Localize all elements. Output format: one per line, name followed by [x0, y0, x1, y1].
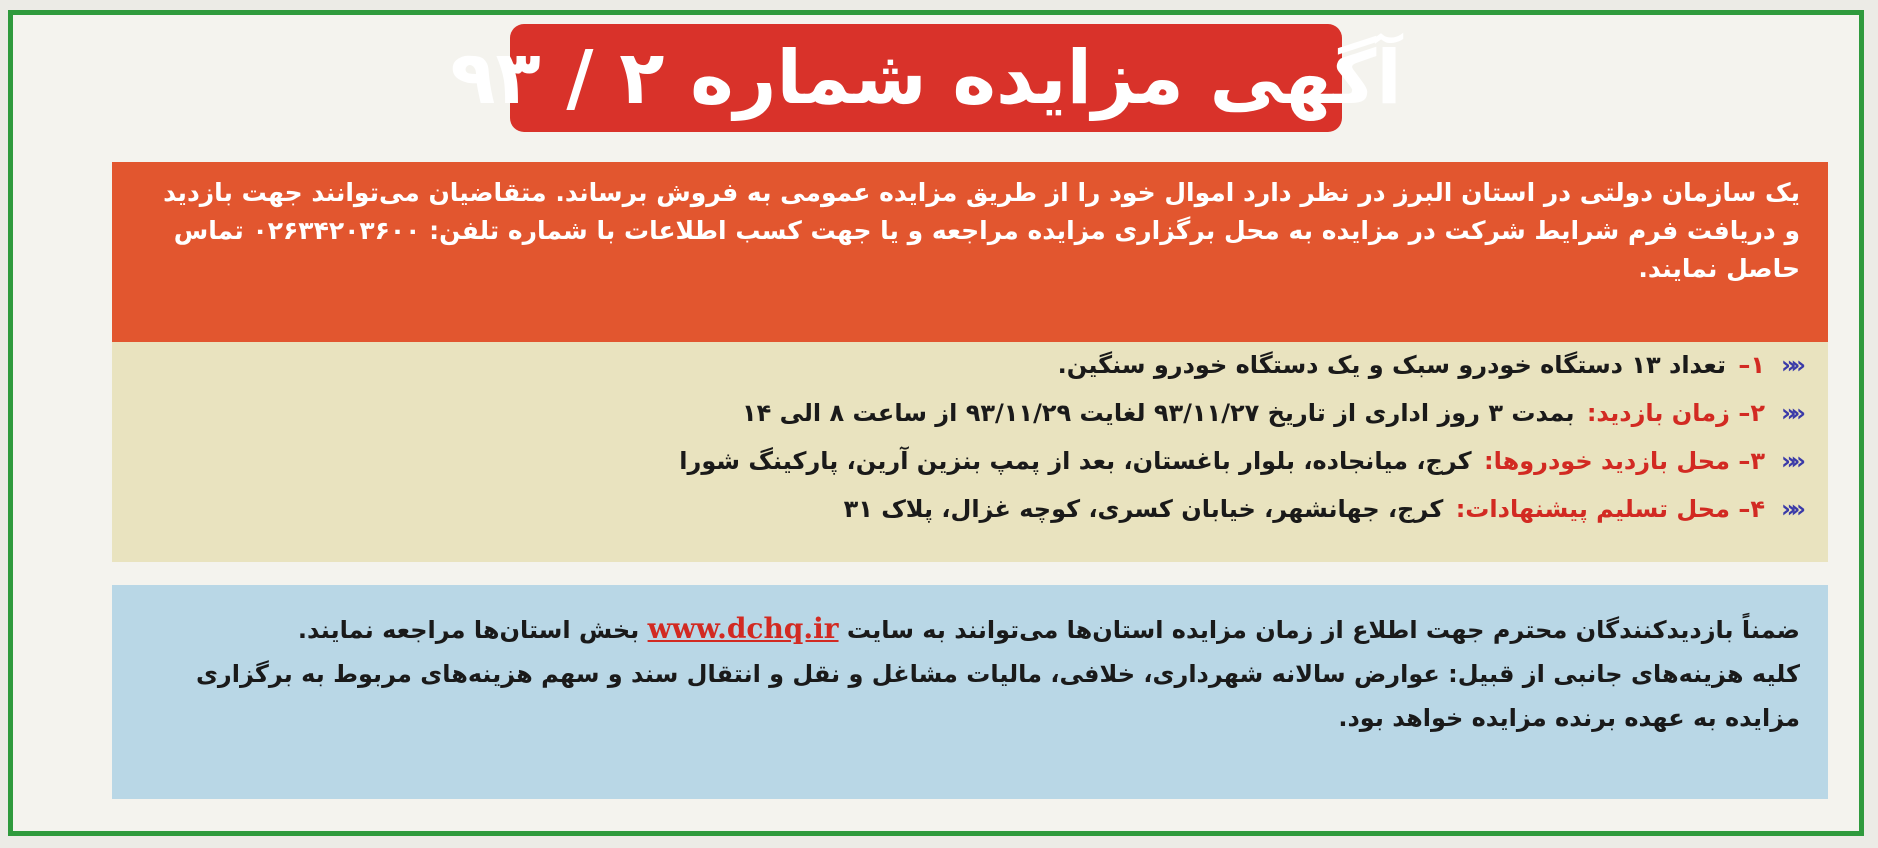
- title-banner: [450, 24, 1402, 132]
- double-chevron-left-icon: ««: [1780, 447, 1800, 475]
- notes-line-1-start: ضمناً بازدیدکنندگان محترم جهت اطلاع از زمان مزایده استان‌ها می‌توانند به سایت: [846, 616, 1800, 644]
- notes-line-1: [140, 607, 1800, 652]
- list-item: [140, 348, 1800, 382]
- intro-text: یک سازمان دولتی در استان البرز در نظر دارد اموال خود را از طریق مزایده عمومی به فروش برساند. متقاضیان می‌توانند جهت بازدید و دریافت فرم شرایط شرکت در مزایده به محل برگزاری مزایده مراجعه و یا جهت کسب اطلاعات با شماره تلفن: ۰۲۶۳۴۲۰۳۶۰۰ تماس حاصل نمایند.: [163, 178, 1800, 283]
- double-chevron-left-icon: ««: [1780, 399, 1800, 427]
- double-chevron-left-icon: ««: [1780, 351, 1800, 379]
- notes-section: [112, 585, 1828, 799]
- item-label: ۲– زمان بازدید:: [1586, 399, 1765, 427]
- intro-paragraph: [112, 162, 1828, 342]
- notes-line-2: کلیه هزینه‌های جانبی از قبیل: عوارض سالانه شهرداری، خلافی، مالیات مشاغل و نقل و انتقال سند و سهم هزینه‌های مربوط به برگزاری مزایده به عهده برنده مزایده خواهد بود.: [195, 660, 1800, 732]
- notes-line-1-end: بخش استان‌ها مراجعه نمایند.: [297, 616, 640, 644]
- items-list: [112, 342, 1828, 562]
- page-title: آگهی مزایده شماره ۲ / ۹۳: [450, 35, 1402, 121]
- item-label: ۱–: [1738, 351, 1765, 379]
- item-label: ۳– محل بازدید خودروها:: [1484, 447, 1765, 475]
- item-text: کرج، جهانشهر، خیابان کسری، کوچه غزال، پلاک ۳۱: [843, 495, 1444, 523]
- item-text: تعداد ۱۳ دستگاه خودرو سبک و یک دستگاه خودرو سنگین.: [1057, 351, 1726, 379]
- item-text: کرج، میانجاده، بلوار باغستان، بعد از پمپ بنزین آرین، پارکینگ شورا: [679, 447, 1472, 475]
- website-link[interactable]: www.dchq.ir: [647, 612, 839, 645]
- item-text: بمدت ۳ روز اداری از تاریخ ۹۳/۱۱/۲۷ لغایت ۹۳/۱۱/۲۹ از ساعت ۸ الی ۱۴: [741, 399, 1575, 427]
- double-chevron-left-icon: ««: [1780, 495, 1800, 523]
- list-item: [140, 492, 1800, 526]
- list-item: [140, 444, 1800, 478]
- item-label: ۴– محل تسلیم پیشنهادات:: [1455, 495, 1765, 523]
- list-item: [140, 396, 1800, 430]
